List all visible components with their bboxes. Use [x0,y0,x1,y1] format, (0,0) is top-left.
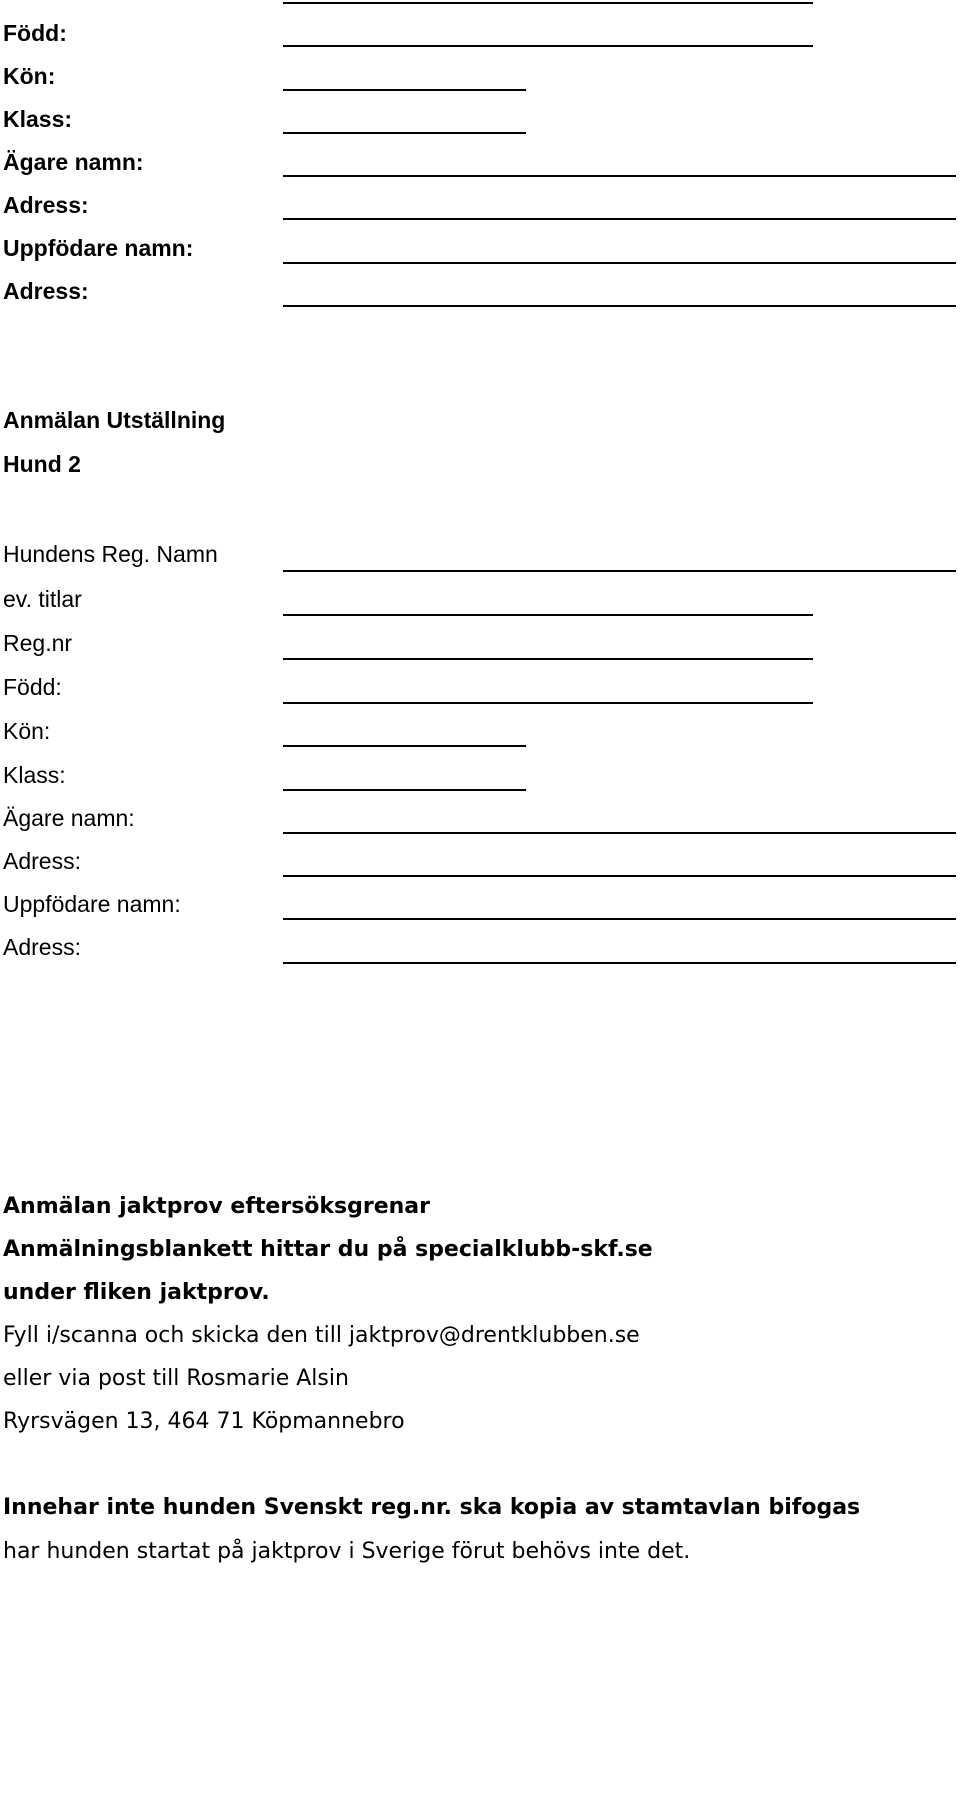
dog2-breeder-name-line[interactable] [283,918,956,920]
dog1-owner-name-line[interactable] [283,175,956,177]
dog1-class-line[interactable] [283,132,526,134]
dog1-owner-name-label: Ägare namn: [3,149,144,175]
dog2-reg-name-label: Hundens Reg. Namn [3,541,218,567]
dog1-breeder-address-label: Adress: [3,278,89,304]
hunting-post-address: Ryrsvägen 13, 464 71 Köpmannebro [3,1409,405,1434]
dog2-breeder-name-label: Uppfödare namn: [3,891,181,917]
dog1-born-label: Född: [3,20,67,46]
hunting-heading: Anmälan jaktprov eftersöksgrenar [3,1194,431,1219]
dog1-sex-label: Kön: [3,63,56,89]
dog1-owner-address-line[interactable] [283,218,956,220]
entry-line[interactable] [283,2,813,4]
dog2-reg-nr-label: Reg.nr [3,630,73,656]
pedigree-note: Innehar inte hunden Svenskt reg.nr. ska kopia av stamtavlan bifogas [3,1495,861,1520]
dog2-class-line[interactable] [283,789,526,791]
dog2-heading: Anmälan Utställning [3,407,226,433]
hunting-form-tab: under fliken jaktprov. [3,1280,270,1305]
dog2-titles-label: ev. titlar [3,586,82,612]
dog2-owner-name-label: Ägare namn: [3,805,135,831]
dog2-reg-nr-line[interactable] [283,658,813,660]
dog2-class-label: Klass: [3,762,66,788]
dog2-breeder-address-label: Adress: [3,934,81,960]
dog2-sex-line[interactable] [283,745,526,747]
hunting-email-instructions: Fyll i/scanna och skicka den till jaktprov@drentklubben.se [3,1323,640,1348]
pedigree-exception-note: har hunden startat på jaktprov i Sverige förut behövs inte det. [3,1539,691,1564]
hunting-form-location: Anmälningsblankett hittar du på specialklubb-skf.se [3,1237,653,1262]
dog2-born-line[interactable] [283,702,813,704]
dog2-owner-address-line[interactable] [283,875,956,877]
dog2-owner-name-line[interactable] [283,832,956,834]
dog1-class-label: Klass: [3,106,73,132]
hunting-post-recipient: eller via post till Rosmarie Alsin [3,1366,349,1391]
dog2-sex-label: Kön: [3,718,51,744]
dog2-reg-name-line[interactable] [283,570,956,572]
dog1-breeder-name-label: Uppfödare namn: [3,235,194,261]
dog1-owner-address-label: Adress: [3,192,89,218]
dog1-breeder-name-line[interactable] [283,262,956,264]
dog2-titles-line[interactable] [283,614,813,616]
dog1-sex-line[interactable] [283,89,526,91]
dog1-breeder-address-line[interactable] [283,305,956,307]
dog2-breeder-address-line[interactable] [283,962,956,964]
dog2-born-label: Född: [3,674,62,700]
dog1-born-line[interactable] [283,45,813,47]
dog2-subheading: Hund 2 [3,451,81,477]
dog2-owner-address-label: Adress: [3,848,81,874]
